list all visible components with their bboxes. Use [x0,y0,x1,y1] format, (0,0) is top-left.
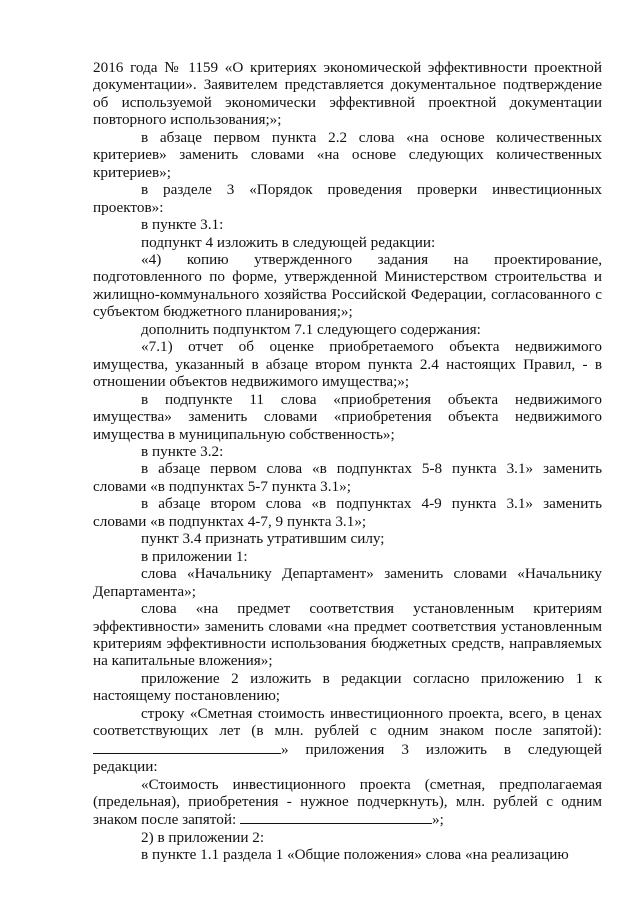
paragraph-criteria-words: слова «на предмет соответствия установленным критериям эффективности» заменить словами «на предмет соответствия установленным критериям эффективности использования бюджетных средств, направляемых на капитальные вложения»; [93,600,602,670]
paragraph-criteria-decree: 2016 года № 1159 «О критериях экономической эффективности проектной документации». Заявителем представляется документальное подтверждение об используемой экономически эффективной проектной документации повторного использования;»; [93,59,602,129]
paragraph-head-words: слова «Начальнику Департамент» заменить словами «Начальнику Департамента»; [93,565,602,600]
paragraph-first-indent: в абзаце первом слова «в подпунктах 5-8 пункта 3.1» заменить словами «в подпунктах 5-7 пункта 3.1»; [93,460,602,495]
paragraph-estimated-cost-line [93,705,602,776]
paragraph-section-3: в разделе 3 «Порядок проведения проверки инвестиционных проектов»: [93,181,602,216]
paragraph-subclause-4-intro: подпункт 4 изложить в следующей редакции: [141,233,436,251]
estimated-cost-text-after: » приложения 3 изложить в следующей редакции: [93,740,602,776]
paragraph-appendix-1: в приложении 1: [141,547,248,565]
paragraph-subclause-7-1-text: «7.1) отчет об оценке приобретаемого объекта недвижимого имущества, указанный в абзаце втором пункта 2.4 настоящих Правил, - в отношении объектов недвижимого имущества;»; [93,338,602,391]
project-cost-text-after: »; [431,811,444,829]
document-page [93,59,602,864]
project-cost-text-before: «Стоимость инвестиционного проекта (сметная, предполагаемая (предельная), приобретения - нужное подчеркнуть), млн. рублей с одним знаком после запятой: [93,775,602,829]
paragraph-second-indent: в абзаце втором слова «в подпунктах 4-9 пункта 3.1» заменить словами «в подпунктах 4-7, 9 пункта 3.1»; [93,495,602,530]
paragraph-appendix-2: приложение 2 изложить в редакции согласно приложению 1 к настоящему постановлению; [93,669,602,705]
paragraph-subclause-4-text: «4) копию утвержденного задания на проектирование, подготовленного по форме, утвержденной Министерством строительства и жилищно-коммунального хозяйства Российской Федерации, согласованного с субъектом бюджетного планирования;»; [93,250,602,321]
paragraph-clause-1-1: в пункте 1.1 раздела 1 «Общие положения» слова «на реализацию [141,846,569,864]
estimated-cost-text-before: строку «Сметная стоимость инвестиционного проекта, всего, в ценах соответствующих лет (в млн. рублей с одним знаком после запятой): [93,704,602,740]
paragraph-clause-3-2: в пункте 3.2: [141,442,224,460]
paragraph-clause-3-1: в пункте 3.1: [141,216,224,234]
paragraph-appendix-2-changes: 2) в приложении 2: [141,828,265,846]
paragraph-clause-2-2: в абзаце первом пункта 2.2 слова «на основе количественных критериев» заменить словами «на основе следующих количественных критериев»; [93,128,602,181]
paragraph-subclause-11: в подпункте 11 слова «приобретения объекта недвижимого имущества» заменить словами «приобретения объекта недвижимого имущества в муниципальную собственность»; [93,390,602,443]
paragraph-subclause-7-1-intro: дополнить подпунктом 7.1 следующего содержания: [141,320,481,338]
paragraph-clause-3-4: пункт 3.4 признать утратившим силу; [141,530,385,548]
blank-fill-line [93,740,281,754]
blank-fill-line [240,810,432,824]
paragraph-project-cost [93,776,602,829]
